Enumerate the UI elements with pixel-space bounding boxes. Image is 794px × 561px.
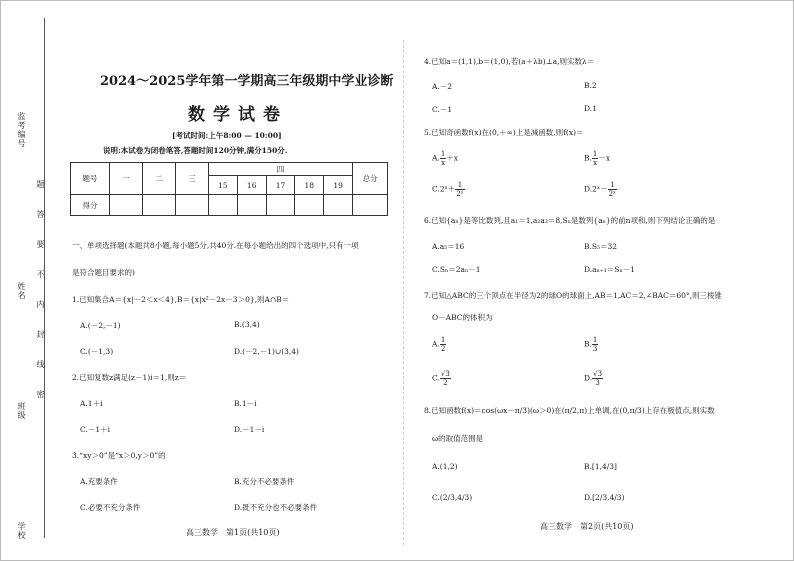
question-2-option-a: A.1＋i: [80, 399, 103, 408]
seal-char: 线: [36, 360, 45, 369]
question-4-option-c: C.－1: [432, 105, 453, 114]
strip-label-school: 学校: [17, 522, 26, 540]
question-8-option-c: C.(2/3,4/3): [432, 493, 473, 502]
question-5-option-d: D.2ˣ－ $\frac{1}{\text{2ˣ}}$: [584, 181, 617, 198]
question-4-option-b: B.2: [584, 81, 597, 90]
score-cell: [353, 195, 388, 216]
score-row-label: 得分: [71, 195, 110, 216]
question-3-stem: 3.“xy＞0”是“x＞0,y＞0”的: [72, 451, 166, 460]
score-cell: [209, 195, 238, 216]
question-3-option-d: D.既不充分也不必要条件: [234, 503, 318, 512]
question-1-option-b: B.(3,4): [234, 320, 260, 329]
question-5-stem: 5.已知奇函数f(x)在(0,＋∞)上是减函数,则f(x)＝: [424, 128, 584, 137]
question-7-option-a: A. $\frac{1}{2}$: [432, 336, 446, 353]
seal-char: 答: [36, 210, 45, 219]
question-7-option-c: C. $\frac{√3}{2}$: [432, 370, 450, 387]
question-4-option-d: D.1: [584, 104, 597, 113]
question-2-option-b: B.1－i: [234, 399, 257, 408]
score-cell: [295, 195, 324, 216]
question-8-option-a: A.(1,2): [432, 462, 458, 471]
section-heading-cont: 是符合题目要求的): [72, 268, 135, 277]
strip-label-exam-number: 监考编号: [17, 112, 26, 148]
footer-left: 高三数学 第1页(共10页): [186, 528, 280, 537]
seal-char: 封: [36, 330, 45, 339]
section-heading: 一、单项选择题(本题共8小题,每小题5分,共40分.在每小题给出的四个选项中,只有一项: [72, 241, 359, 250]
page-divider: [403, 40, 404, 545]
question-7-stem: 7.已知△ABC的三个顶点在半径为2的球O的球面上,AB＝1,AC＝2,∠BAC＝60°,则三棱锥: [424, 291, 723, 300]
question-5-option-b: B. $\frac{1}{x}$ －x: [584, 150, 611, 167]
score-subcol: 17: [266, 176, 295, 195]
strip-label-name: 姓名: [17, 282, 26, 300]
score-header-cell: 三: [176, 163, 209, 195]
score-header-cell: 一: [110, 163, 143, 195]
score-header-cell: 总分: [353, 163, 388, 195]
score-cell: [237, 195, 266, 216]
exam-time: [考试时间:上午8:00 — 10:00]: [172, 131, 282, 140]
question-6-option-c: C.Sₙ＝2aₙ－1: [432, 265, 481, 274]
question-8-option-b: B.[1,4/3]: [584, 462, 617, 471]
question-2-option-c: C.－1＋i: [80, 425, 111, 434]
question-6-option-b: B.S₅＝32: [584, 242, 618, 251]
question-1-stem: 1.已知集合A＝{x|－2＜x＜4},B＝{x|x²－2x－3＞0},则A∩B＝: [72, 295, 290, 304]
seal-char: 题: [36, 180, 45, 189]
question-4-stem: 4.已知a＝(1,1),b＝(1,0),若(a＋λb)⊥a,则实数λ＝: [424, 57, 595, 66]
question-3-option-b: B.充分不必要条件: [234, 477, 295, 486]
score-table: [70, 162, 388, 216]
score-subcol: 16: [237, 176, 266, 195]
score-header-cell: 题号: [71, 163, 110, 195]
question-3-option-a: A.充要条件: [80, 477, 118, 486]
seal-char: 密: [36, 390, 45, 399]
question-8-option-d: D.[2/3,4/3): [584, 493, 625, 502]
strip-label-class: 班级: [17, 402, 26, 420]
question-1-option-a: A.(－2,－1): [80, 321, 121, 330]
score-cell: [176, 195, 209, 216]
question-6-stem: 6.已知{aₙ}是等比数列,且a₁＝1,a₂a₃＝8,Sₙ是数列{aₙ}的前n项和,则下列结论正确的是: [424, 216, 716, 225]
question-2-option-d: D.－1－i: [234, 425, 265, 434]
question-1-option-c: C.(－1,3): [80, 347, 114, 356]
score-subcol: 15: [209, 176, 238, 195]
question-8-stem: 8.已知函数f(x)＝cos(ωx－π/3)(ω＞0)在(π/2,π)上单调,在(0,π/3)上存在极值点,则实数: [424, 406, 715, 415]
question-1-option-d: D.(－2,－1)∪(3,4): [234, 347, 299, 356]
score-subcol: 19: [324, 176, 353, 195]
score-cell: [110, 195, 143, 216]
score-subcol: 18: [295, 176, 324, 195]
seal-char: 要: [36, 240, 45, 249]
question-8-stem-cont: ω的取值范围是: [432, 434, 484, 443]
score-cell: [266, 195, 295, 216]
exam-title: 2024～2025学年第一学期高三年级期中学业诊断: [100, 74, 394, 89]
question-3-option-c: C.必要不充分条件: [80, 503, 141, 512]
question-2-stem: 2.已知复数z满足(z－1)i＝1,则z＝: [72, 373, 187, 382]
question-5-option-a: A. $\frac{1}{x}$ ＋x: [432, 150, 459, 167]
exam-note: 说明:本试卷为闭卷笔答,答题时间120分钟,满分150分.: [103, 146, 288, 155]
score-header-cell: 四: [209, 163, 353, 176]
question-7-stem-cont: O－ABC的体积为: [432, 313, 493, 322]
binding-strip: [6, 10, 50, 550]
question-7-option-d: D. $\frac{√3}{3}$: [584, 370, 603, 387]
score-cell: [143, 195, 176, 216]
score-cell: [324, 195, 353, 216]
footer-right: 高三数学 第2页(共10页): [540, 522, 634, 531]
subject-title: 数学试卷: [188, 105, 288, 125]
question-4-option-a: A.－2: [432, 82, 453, 91]
seal-char: 不: [36, 270, 45, 279]
question-7-option-b: B. $\frac{1}{3}$: [584, 336, 598, 353]
score-header-cell: 二: [143, 163, 176, 195]
question-6-option-d: D.aₙ₊₁＝Sₙ－1: [584, 265, 635, 274]
question-6-option-a: A.a₅＝16: [432, 242, 465, 251]
question-5-option-c: C.2ˣ＋ $\frac{1}{\text{2ˣ}}$: [432, 181, 464, 198]
seal-char: 内: [36, 300, 45, 309]
